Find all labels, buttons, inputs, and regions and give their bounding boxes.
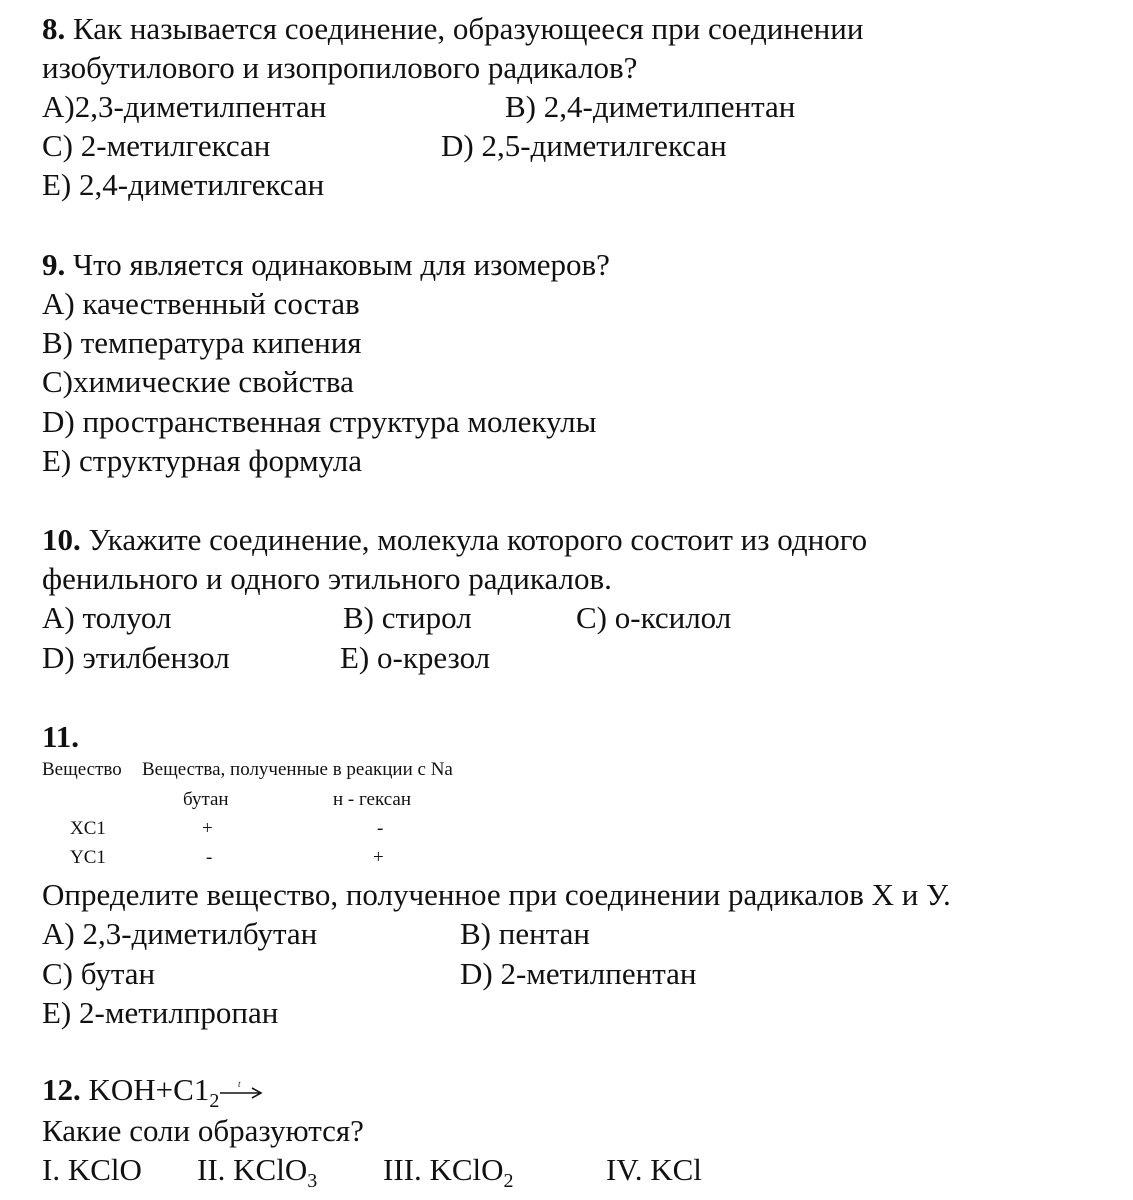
q12-salt-3-base: III. KClO: [383, 1152, 504, 1187]
q10-option-d: D) этилбензол: [42, 640, 230, 675]
q10-text-line2: фенильного и одного этильного радикалов.: [42, 561, 612, 596]
q8-option-c: C) 2-метилгексан: [42, 128, 271, 163]
q11-table-header-products: Вещества, полученные в реакции с Na: [142, 759, 453, 780]
q8-option-e: E) 2,4-диметилгексан: [42, 167, 325, 202]
q11-table-row2-butane: -: [206, 847, 213, 868]
q8-text-line2: изобутилового и изопропилового радикалов?: [42, 50, 638, 85]
q8-line1: [42, 10, 863, 48]
q11-number: [42, 718, 79, 756]
q10-option-e: E) о-крезол: [340, 640, 491, 675]
q9-number: 9.: [42, 247, 66, 282]
q12-formula-subscript: 2: [209, 1090, 220, 1112]
q11-option-a: A) 2,3-диметилбутан: [42, 916, 318, 951]
q11-table-row1-hexane: -: [377, 818, 384, 839]
q12-salt-4: IV. KCl: [606, 1152, 702, 1187]
q8-number: 8.: [42, 11, 66, 46]
q12-line: [42, 1071, 265, 1112]
q12-salt-2-base: II. KClO: [197, 1152, 308, 1187]
q12-salt-1: I. KClO: [42, 1152, 142, 1187]
q11-question: Определите вещество, полученное при соединении радикалов X и У.: [42, 877, 951, 912]
reaction-arrow-icon: [219, 1079, 265, 1099]
q11-table-subheader-butane: бутан: [183, 789, 229, 810]
q11-table-row1-butane: +: [202, 818, 213, 839]
q12-formula: [88, 1072, 220, 1112]
q9-line: [42, 246, 610, 284]
q12-question: Какие соли образуются?: [42, 1113, 364, 1148]
q12-formula-base: KOH+C1: [88, 1072, 210, 1107]
q12-salt-2-subscript: 3: [307, 1170, 318, 1192]
q11-table-row2-hexane: +: [373, 847, 384, 868]
q10-line1: [42, 521, 867, 559]
q11-table-row2-name: YC1: [70, 847, 106, 868]
q9-text: Что является одинаковым для изомеров?: [73, 247, 610, 282]
q9-option-d: D) пространственная структура молекулы: [42, 404, 597, 439]
q11-option-c: C) бутан: [42, 956, 156, 991]
q8-option-a: A)2,3-диметилпентан: [42, 89, 327, 124]
q11-table-header-substance: Вещество: [42, 759, 122, 780]
q10-option-c: C) о-ксилол: [576, 600, 732, 635]
q11-option-e: E) 2-метилпропан: [42, 995, 279, 1030]
q11-number-text: 11.: [42, 719, 80, 754]
q11-option-b: B) пентан: [460, 916, 590, 951]
q10-option-a: A) толуол: [42, 600, 172, 635]
q12-salt-3: [383, 1151, 514, 1192]
q10-option-b: B) стирол: [343, 600, 472, 635]
q9-option-e: E) структурная формула: [42, 443, 363, 478]
q11-table-subheader-hexane: н - гексан: [333, 789, 411, 810]
q8-option-b: B) 2,4-диметилпентан: [505, 89, 796, 124]
arrow-label: t: [238, 1078, 241, 1089]
q11-option-d: D) 2-метилпентан: [460, 956, 697, 991]
q9-option-c: C)химические свойства: [42, 364, 354, 399]
q9-option-b: B) температура кипения: [42, 325, 362, 360]
q10-text-line1: Укажите соединение, молекула которого состоит из одного: [88, 522, 868, 557]
q8-text-line1: Как называется соединение, образующееся при соединении: [73, 11, 864, 46]
q9-option-a: A) качественный состав: [42, 286, 360, 321]
q8-option-d: D) 2,5-диметилгексан: [441, 128, 727, 163]
q12-salt-2: [197, 1151, 318, 1192]
q12-salt-3-subscript: 2: [503, 1170, 514, 1192]
q11-table-row1-name: XC1: [70, 818, 106, 839]
q10-number: 10.: [42, 522, 81, 557]
q12-number: 12.: [42, 1072, 81, 1107]
